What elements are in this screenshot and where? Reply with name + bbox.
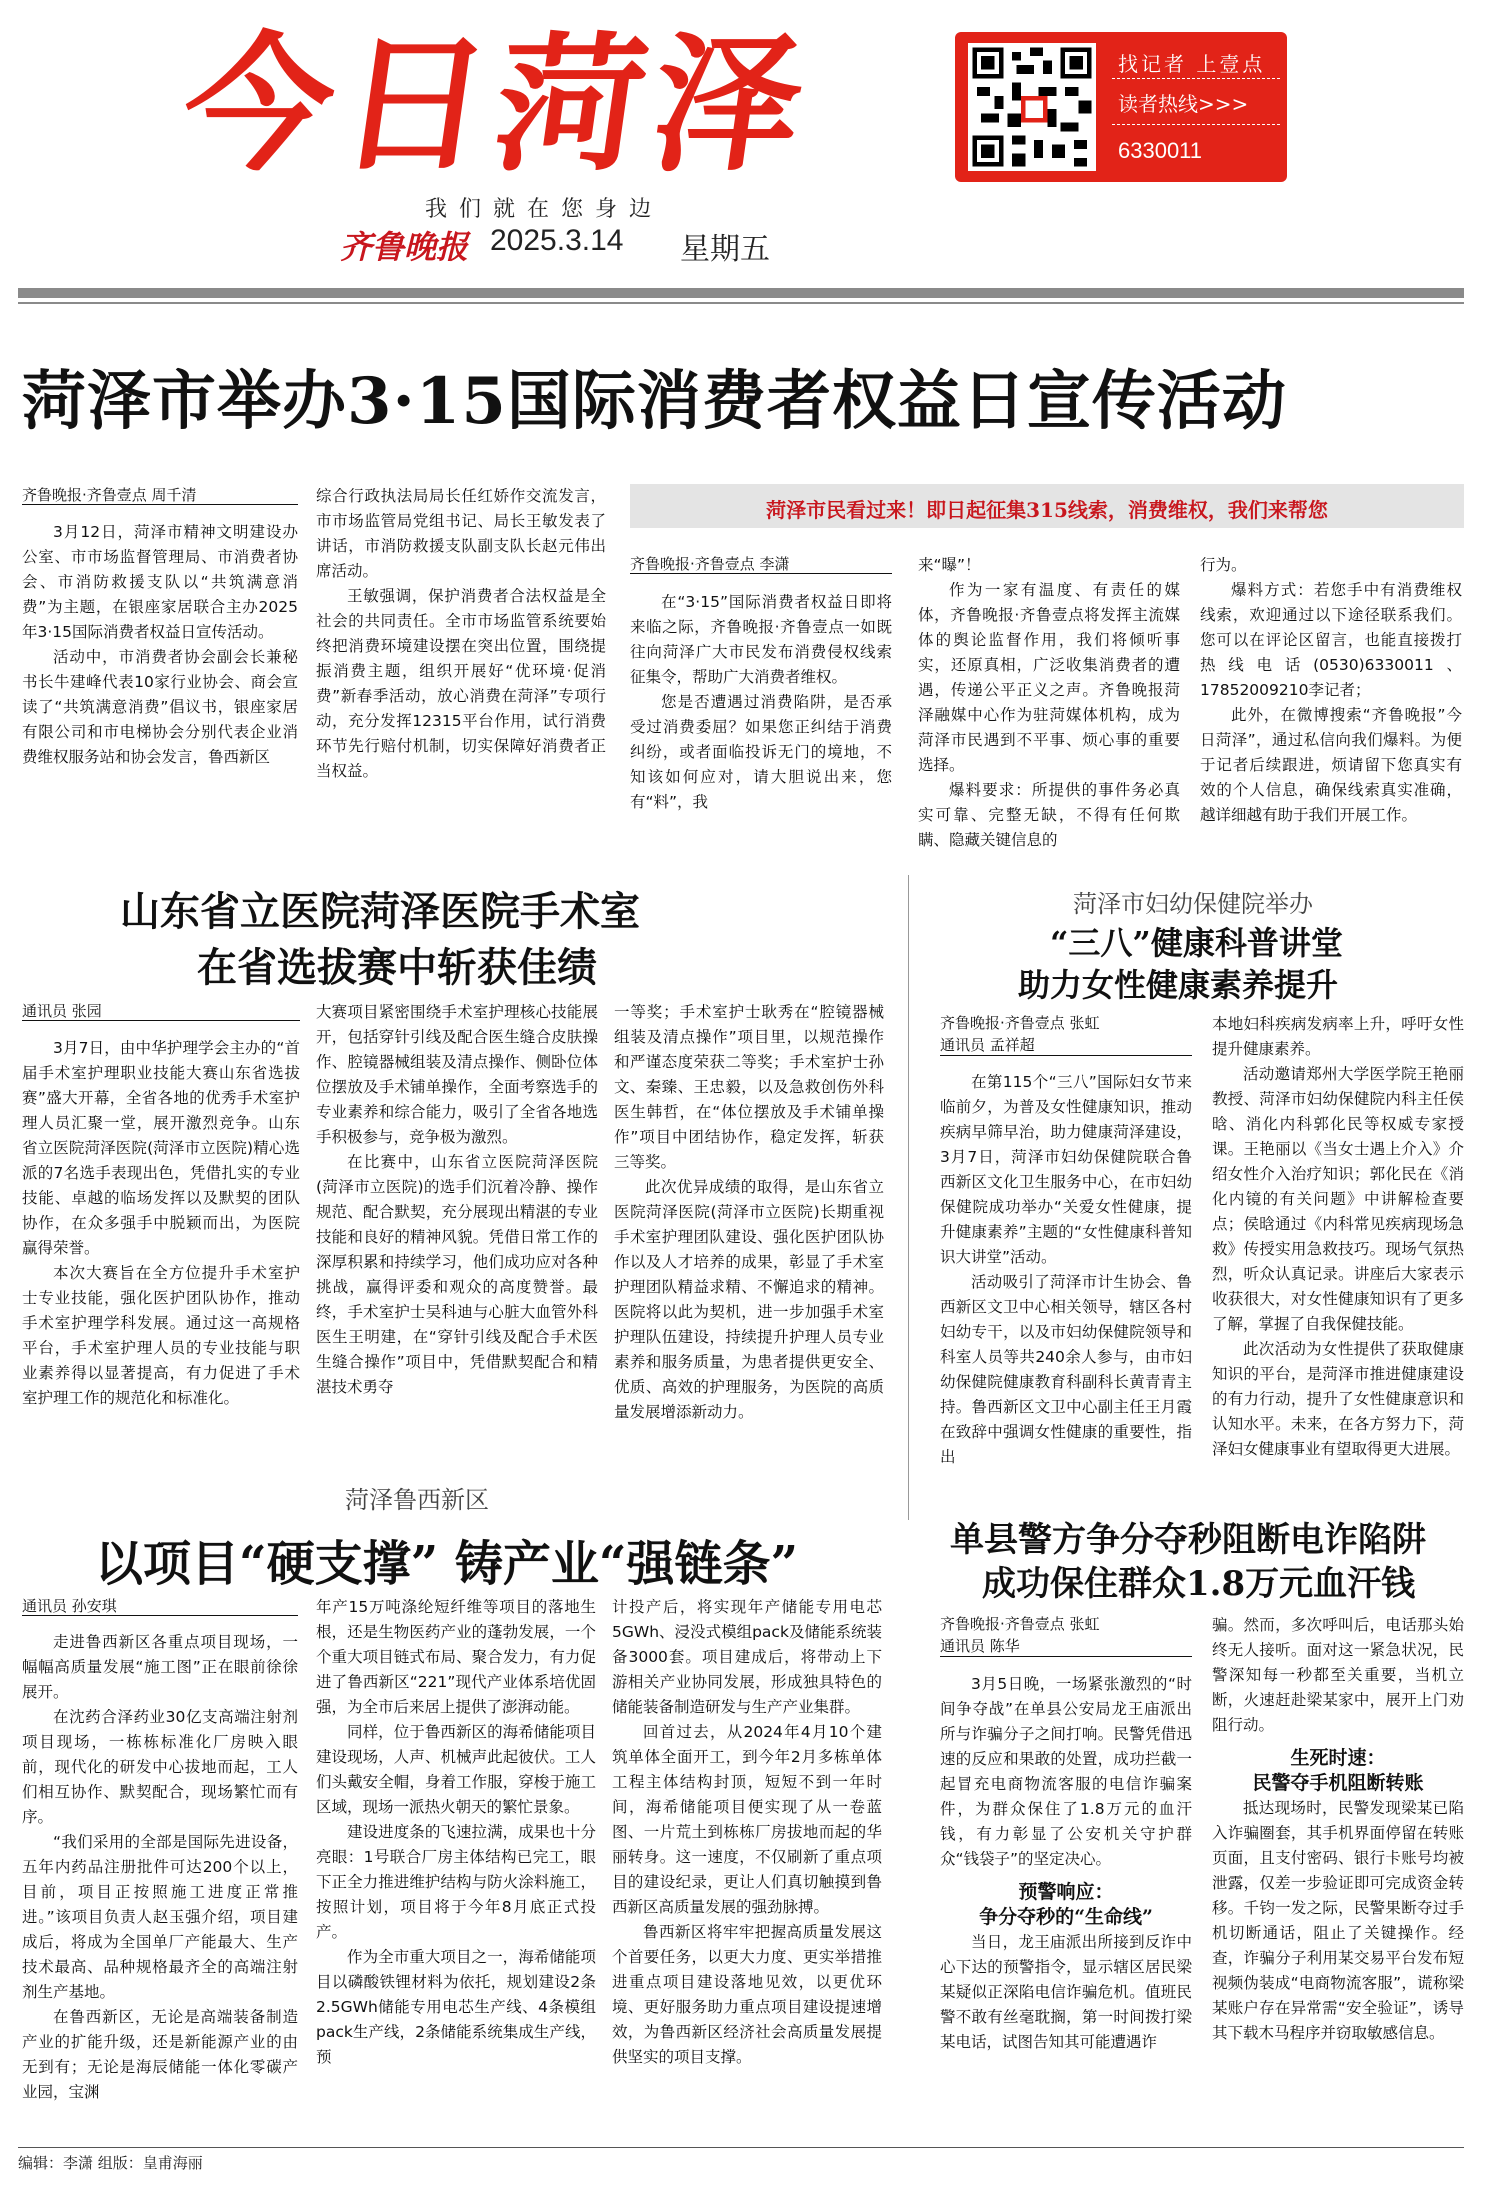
story1-col2 <box>316 484 606 784</box>
paragraph: “我们采用的全部是国际先进设备，五年内药品注册批件可达200个以上，目前，项目正按照施工进度正常推进。”该项目负责人赵玉强介绍，项目建成后，将成为全国单厂产能最大、生产技术最高、品种规格最齐全的高端注射剂生产基地。 <box>22 1833 298 2001</box>
issue-weekday: 星期五 <box>680 232 770 267</box>
paragraph: 此次活动为女性提供了获取健康知识的平台，是菏泽市推进健康建设的有力行动，提升了女性健康意识和认知水平。未来，在各方努力下，菏泽妇女健康事业有望取得更大进展。 <box>1212 1340 1464 1458</box>
paragraph: 鲁西新区将牢牢把握高质量发展这个首要任务，以更大力度、更实举措推进重点项目建设落地见效，以更优环境、更好服务助力重点项目建设提速增效，为鲁西新区经济社会高质量发展提供坚实的项目支撑。 <box>612 1923 882 2066</box>
brand-logo: 齐鲁晚报 <box>340 228 469 266</box>
byline: 通讯员 陈华 <box>940 1637 1020 1655</box>
byline: 齐鲁晚报·齐鲁壹点 张虹 <box>940 1014 1100 1032</box>
divider <box>1112 78 1280 80</box>
story6-headline-1: 单县警方争分夺秒阻断电诈陷阱 <box>950 1520 1426 1560</box>
paragraph: 在鲁西新区，无论是高端装备制造产业的扩能升级，还是新能源产业的由无到有；无论是海辰储能一体化零碳产业园，宝渊 <box>22 2008 298 2101</box>
paragraph: 此次优异成绩的取得，是山东省立医院菏泽医院(菏泽市立医院)长期重视手术室护理团队建设、强化医护团队协作以及人才培养的成果，彰显了手术室护理团队精益求精、不懈追求的精神。医院将以此为契机，进一步加强手术室护理队伍建设，持续提升护理人员专业素养和服务质量，为患者提供更安全、优质、高效的护理服务，为医院的高质量发展增添新动力。 <box>614 1178 884 1421</box>
paragraph: 回首过去，从2024年4月10个建筑单体全面开工，到今年2月多栋单体工程主体结构封顶，短短不到一年时间，海希储能项目便实现了从一卷蓝图、一片荒土到栋栋厂房拔地而起的华丽转身。这一速度，不仅刷新了重点项目的建设纪录，更让人们真切触摸到鲁西新区高质量发展的强劲脉搏。 <box>612 1723 882 1916</box>
paragraph: 年产15万吨涤纶短纤维等项目的落地生根，还是生物医药产业的蓬勃发展，一个个重大项目链式布局、聚合发力，有力促进了鲁西新区“221”现代产业体系培优固强，为全市后来居上提供了澎湃动能。 <box>316 1598 596 1716</box>
story3-col3 <box>614 1000 884 1425</box>
divider <box>1112 124 1280 126</box>
paragraph: 此外，在微博搜索“齐鲁晚报”今日菏泽”，通过私信向我们爆料。为便于记者后续跟进，烦请留下您真实有效的个人信息，确保线索真实准确，越详细越有助于我们开展工作。 <box>1200 706 1462 824</box>
story2-col3 <box>1200 553 1462 828</box>
story3-col1 <box>22 1036 300 1411</box>
paragraph: 来“曝”！ <box>918 556 981 574</box>
story5-col1 <box>22 1630 298 2105</box>
byline-rule <box>22 1615 298 1616</box>
story1-col1 <box>22 520 298 770</box>
byline-rule <box>940 1656 1192 1657</box>
story5-kicker: 菏泽鲁西新区 <box>345 1486 489 1514</box>
paragraph: 大赛项目紧密围绕手术室护理核心技能展开，包括穿针引线及配合医生缝合皮肤操作、腔镜器械组装及清点操作、侧卧位体位摆放及手术铺单操作，全面考察选手的专业素养和综合能力，吸引了全省各地选手积极参与，竞争极为激烈。 <box>316 1003 598 1146</box>
paragraph: 抵达现场时，民警发现梁某已陷入诈骗圈套，其手机界面停留在转账页面，且支付密码、银行卡账号均被泄露，仅差一步验证即可完成资金转移。千钧一发之际，民警果断夺过手机切断通话，阻止了关键操作。经查，诈骗分子利用某交易平台发布短视频伪装成“电商物流客服”，谎称梁某账户存在异常需“安全验证”，诱导其下载木马程序并窃取敏感信息。 <box>1212 1799 1464 2042</box>
paragraph: 3月12日，菏泽市精神文明建设办公室、市市场监督管理局、市消费者协会、市消防救援支队以“共筑满意消费”为主题，在银座家居联合主办2025年3·15国际消费者权益日宣传活动。 <box>22 523 298 641</box>
contact-line-1: 找记者 上壹点 <box>1118 52 1266 76</box>
story2-col1 <box>630 590 892 815</box>
byline-rule <box>630 573 892 574</box>
masthead-rule-thin <box>18 302 1464 304</box>
story4-headline-2: 助力女性健康素养提升 <box>1018 966 1339 1004</box>
subhead: 争分夺秒的“生命线” <box>979 1906 1153 1928</box>
story3-col2 <box>316 1000 598 1400</box>
paragraph: 王敏强调，保护消费者合法权益是全社会的共同责任。全市市场监管系统要始终把消费环境建设摆在突出位置，围绕提振消费主题，组织开展好“优环境·促消费”新春季活动，放心消费在菏泽”专项行动，充分发挥12315平台作用，试行消费环节先行赔付机制，切实保障好消费者正当权益。 <box>316 587 606 780</box>
story3-headline-2: 在省选拔赛中斩获佳绩 <box>197 944 597 991</box>
byline-rule <box>22 1020 300 1021</box>
hotline-number[interactable]: 6330011 <box>1118 138 1203 163</box>
subhead: 预警响应： <box>1018 1881 1114 1903</box>
story5-headline: 以项目“硬支撑” 铸产业“强链条” <box>95 1536 799 1592</box>
paragraph: 骗。然而，多次呼叫后，电话那头始终无人接听。面对这一紧急状况，民警深知每一秒都至关重要，当机立断，火速赶赴梁某家中，展开上门劝阻行动。 <box>1212 1616 1464 1734</box>
paragraph: 在比赛中，山东省立医院菏泽医院(菏泽市立医院)的选手们沉着冷静、操作规范、配合默契，充分展现出精湛的专业技能和良好的精神风貌。凭借日常工作的深厚积累和持续学习，他们成功应对各种挑战，赢得评委和观众的高度赞誉。最终，手术室护士吴科迪与心脏大血管外科医生王明建，在“穿针引线及配合手术医生缝合操作”项目中，凭借默契配合和精湛技术勇夺 <box>316 1153 598 1396</box>
lead-headline: 菏泽市举办3·15国际消费者权益日宣传活动 <box>22 364 1287 439</box>
paragraph: 行为。 <box>1200 556 1247 574</box>
byline: 齐鲁晚报·齐鲁壹点 张虹 <box>940 1615 1100 1633</box>
byline: 通讯员 孙安琪 <box>22 1597 117 1615</box>
paragraph: 作为一家有温度、有责任的媒体，齐鲁晚报·齐鲁壹点将发挥主流媒体的舆论监督作用，我们将倾听事实，还原真相，广泛收集消费者的遭遇，传递公平正义之声。齐鲁晚报菏泽融媒中心作为驻菏媒体机构，成为菏泽市民遇到不平事、烦心事的重要选择。 <box>918 581 1180 774</box>
paragraph: 活动中，市消费者协会副会长兼秘书长牛建峰代表10家行业协会、商会宣读了“共筑满意消费”倡议书，银座家居有限公司和市电梯协会分别代表企业消费维权服务站和协会发言，鲁西新区 <box>22 648 298 766</box>
paragraph: 同样，位于鲁西新区的海希储能项目建设现场，人声、机械声此起彼伏。工人们头戴安全帽，身着工作服，穿梭于施工区域，现场一派热火朝天的繁忙景象。 <box>316 1723 596 1816</box>
slogan: 我们就在您身边 <box>425 197 664 222</box>
column-divider <box>908 875 909 1520</box>
story6-col2 <box>1212 1613 1464 2046</box>
contact-line-2: 读者热线>>> <box>1118 92 1249 116</box>
paragraph: 计投产后，将实现年产储能专用电芯5GWh、浸没式模组pack及储能系统装备3000套。项目建成后，将带动上下游相关产业协同发展，形成独具特色的储能装备制造研发与生产产业集群。 <box>612 1598 882 1716</box>
story5-col3 <box>612 1595 882 2070</box>
paragraph: 在“3·15”国际消费者权益日即将来临之际，齐鲁晚报·齐鲁壹点一如既往向菏泽广大市民发布消费侵权线索征集令，帮助广大消费者维权。 <box>630 593 892 686</box>
paragraph: 您是否遭遇过消费陷阱，是否承受过消费委屈？如果您正纠结于消费纠纷，或者面临投诉无门的境地，不知该如何应对，请大胆说出来，您有“料”，我 <box>630 693 892 811</box>
paragraph: 本地妇科疾病发病率上升，呼吁女性提升健康素养。 <box>1212 1015 1464 1058</box>
story2-col2 <box>918 553 1180 853</box>
paragraph: 3月7日，由中华护理学会主办的“首届手术室护理职业技能大赛山东省选拔赛”盛大开幕，全省各地的优秀手术室护理人员汇聚一堂，展开激烈竞争。山东省立医院菏泽医院(菏泽市立医院)精心选派的7名选手表现出色，凭借扎实的专业技能、卓越的临场发挥以及默契的团队协作，在众多强手中脱颖而出，为医院赢得荣誉。 <box>22 1039 300 1257</box>
story4-col1 <box>940 1070 1192 1470</box>
subhead: 生死时速： <box>1290 1747 1386 1769</box>
story5-col2 <box>316 1595 596 2070</box>
paragraph: 综合行政执法局局长任红娇作交流发言，市市场监管局党组书记、局长王敏发表了讲话，市消防救援支队副支队长赵元伟出席活动。 <box>316 487 606 580</box>
byline: 齐鲁晚报·齐鲁壹点 周千清 <box>22 486 197 504</box>
paragraph: 当日，龙王庙派出所接到反诈中心下达的预警指令，显示辖区居民梁某疑似正深陷电信诈骗危机。值班民警不敢有丝毫耽搁，第一时间拨打梁某电话，试图告知其可能遭遇诈 <box>940 1933 1192 2051</box>
story3-headline-1: 山东省立医院菏泽医院手术室 <box>120 888 640 935</box>
paragraph: 一等奖；手术室护士耿秀在“腔镜器械组装及清点操作”项目里，以规范操作和严谨态度荣获二等奖；手术室护士孙文、秦臻、王忠毅，以及急救创伤外科医生韩哲，在“体位摆放及手术铺单操作”项目中团结协作，稳定发挥，斩获三等奖。 <box>614 1003 884 1171</box>
byline: 齐鲁晚报·齐鲁壹点 李潇 <box>630 555 790 573</box>
paragraph: 在第115个“三八”国际妇女节来临前夕，为普及女性健康知识，推动疾病早筛早治，助力健康菏泽建设，3月7日，菏泽市妇幼保健院联合鲁西新区文化卫生服务中心，在市妇幼保健院成功举办“关爱女性健康，提升健康素养”主题的“女性健康科普知识大讲堂”活动。 <box>940 1073 1192 1266</box>
byline: 通讯员 孟祥超 <box>940 1036 1035 1054</box>
story6-col1 <box>940 1672 1192 2055</box>
byline-rule <box>940 1055 1192 1056</box>
story4-col2 <box>1212 1012 1464 1462</box>
paragraph: 3月5日晚，一场紧张激烈的“时间争夺战”在单县公安局龙王庙派出所与诈骗分子之间打响。民警凭借迅速的反应和果敢的处置，成功拦截一起冒充电商物流客服的电信诈骗案件，为群众保住了1.8万元的血汗钱，有力彰显了公安机关守护群众“钱袋子”的坚定决心。 <box>940 1675 1192 1868</box>
byline-rule <box>22 504 298 505</box>
footer-rule <box>18 2147 1464 2148</box>
story4-headline-1: “三八”健康科普讲堂 <box>1050 924 1343 962</box>
paragraph: 活动吸引了菏泽市计生协会、鲁西新区文卫中心相关领导，辖区各村妇幼专干，以及市妇幼保健院领导和科室人员等共240余人参与，由市妇幼保健院健康教育科副科长黄青青主持。鲁西新区文卫中心副主任王月霞在致辞中强调女性健康的重要性，指出 <box>940 1273 1192 1466</box>
masthead-title: 今日菏泽 <box>172 19 822 191</box>
masthead-rule <box>18 288 1464 298</box>
byline: 通讯员 张园 <box>22 1002 102 1020</box>
paragraph: 本次大赛旨在全方位提升手术室护士专业技能，强化医护团队协作，推动手术室护理学科发展。通过这一高规格平台，手术室护理人员的专业技能与职业素养得以显著提高，有力促进了手术室护理工作的规范化和标准化。 <box>22 1264 300 1407</box>
qr-code-icon[interactable] <box>968 43 1096 171</box>
paragraph: 作为全市重大项目之一，海希储能项目以磷酸铁锂材料为依托，规划建设2条2.5GWh储能专用电芯生产线、4条模组pack生产线，2条储能系统集成生产线，预 <box>316 1948 596 2066</box>
paragraph: 在沈药合泽药业30亿支高端注射剂项目现场，一栋栋标准化厂房映入眼前，现代化的研发中心拔地而起，工人们相互协作、默契配合，现场繁忙而有序。 <box>22 1708 298 1826</box>
story4-kicker: 菏泽市妇幼保健院举办 <box>1073 890 1313 918</box>
footer-credits: 编辑：李潇 组版：皇甫海丽 <box>18 2154 203 2172</box>
issue-date: 2025.3.14 <box>490 224 624 257</box>
paragraph: 爆料要求：所提供的事件务必真实可靠、完整无缺，不得有任何欺瞒、隐藏关键信息的 <box>918 781 1180 849</box>
paragraph: 活动邀请郑州大学医学院王艳丽教授、菏泽市妇幼保健院内科主任侯晗、消化内科郭化民等权威专家授课。王艳丽以《当女士遇上介入》介绍女性介入治疗知识；郭化民在《消化内镜的有关问题》中讲解检查要点；侯晗通过《内科常见疾病现场急救》传授实用急救技巧。现场气氛热烈，听众认真记录。讲座后大家表示收获很大，对女性健康知识有了更多了解，掌握了自我保健技能。 <box>1212 1065 1464 1333</box>
banner-headline: 菏泽市民看过来！即日起征集315线索，消费维权，我们来帮您 <box>766 498 1328 522</box>
paragraph: 走进鲁西新区各重点项目现场，一幅幅高质量发展“施工图”正在眼前徐徐展开。 <box>22 1633 298 1701</box>
subhead: 民警夺手机阻断转账 <box>1252 1772 1424 1794</box>
story6-headline-2: 成功保住群众1.8万元血汗钱 <box>982 1564 1416 1604</box>
paragraph: 建设进度条的飞速拉满，成果也十分亮眼：1号联合厂房主体结构已完工，眼下正全力推进维护结构与防火涂料施工，按照计划，项目将于今年8月底正式投产。 <box>316 1823 596 1941</box>
paragraph: 爆料方式：若您手中有消费维权线索，欢迎通过以下途径联系我们。您可以在评论区留言，也能直接拨打热线电话(0530)6330011、17852009210李记者； <box>1200 581 1462 699</box>
